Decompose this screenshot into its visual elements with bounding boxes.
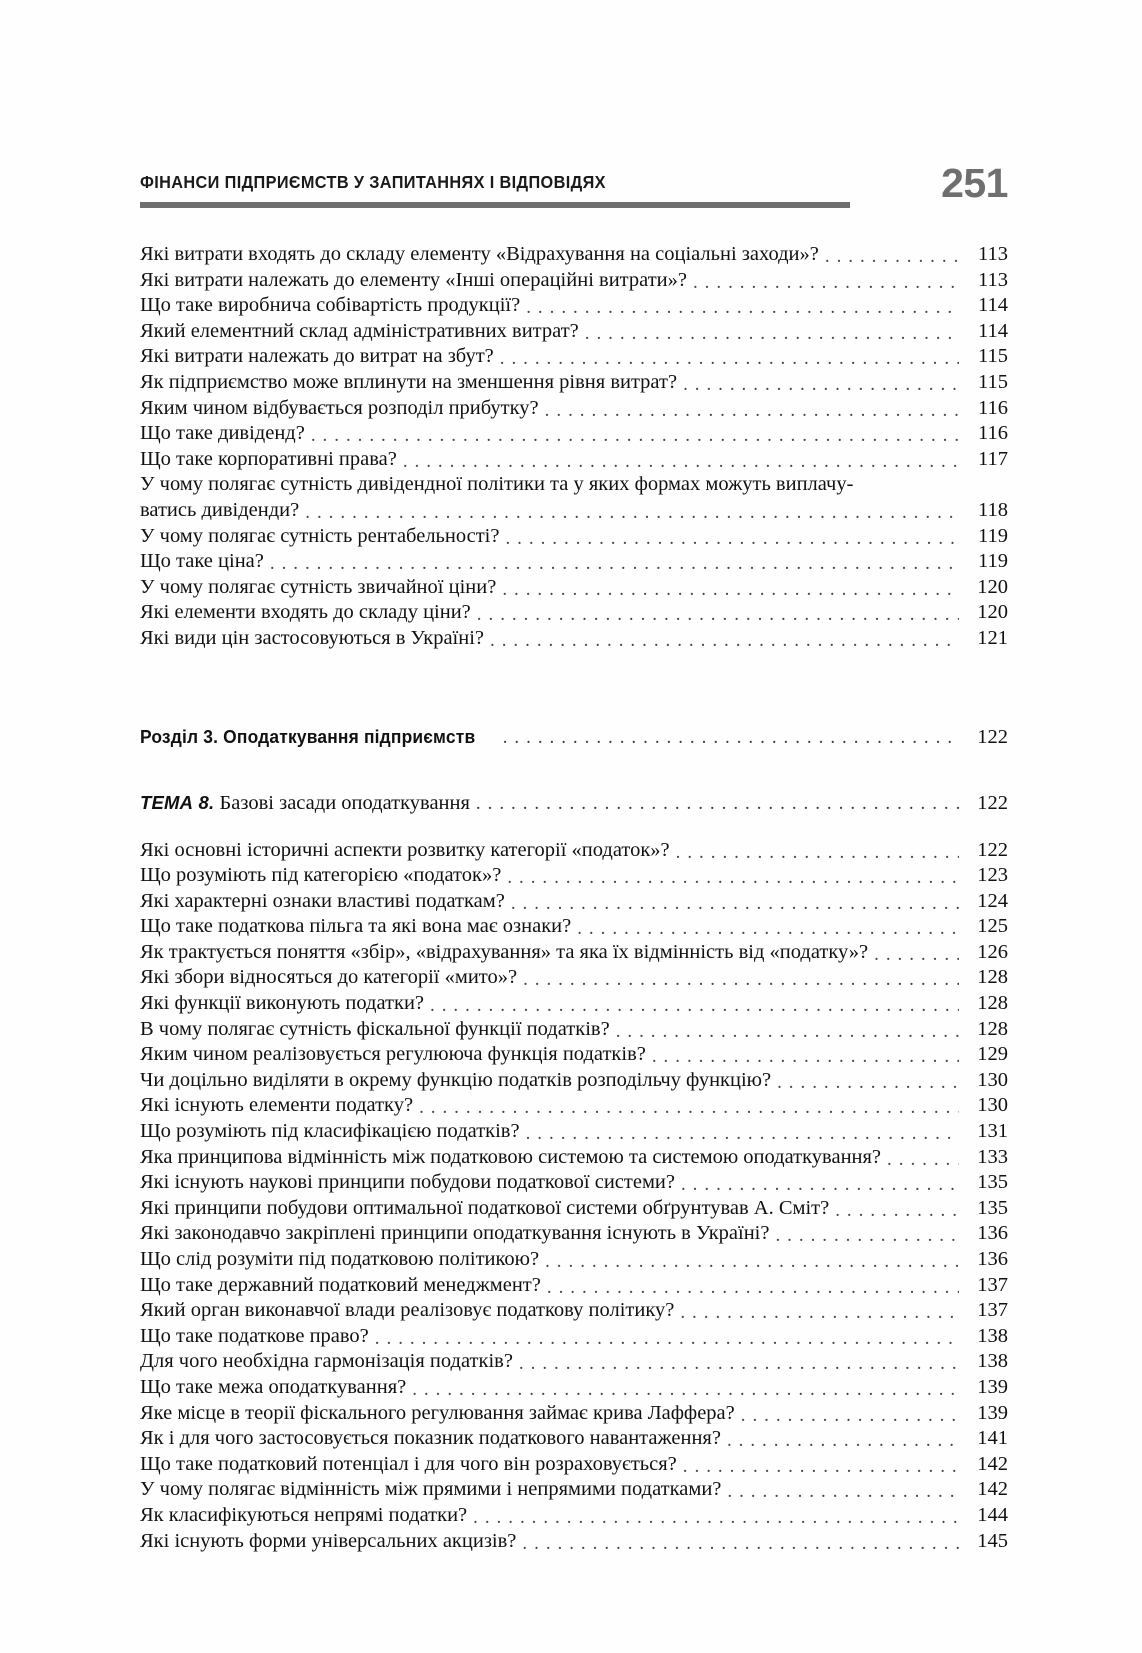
dot-leader [476, 796, 959, 816]
toc-entry-page: 133 [977, 1145, 1008, 1168]
toc-entry-page: 123 [977, 864, 1008, 887]
toc-entry-label: У чому полягає сутність рентабельності? [140, 524, 500, 547]
toc-entry-page: 144 [977, 1503, 1008, 1526]
toc-entry-label: Як класифікуються непрямі податки? [140, 1503, 468, 1526]
dot-leader [522, 1534, 959, 1554]
toc-entry[interactable] [140, 1529, 1008, 1555]
toc-entry[interactable] [140, 1017, 1008, 1043]
toc-entry-label: Яке місце в теорії фіскального регулювання займає крива Лаффера? [140, 1401, 735, 1424]
toc-entry-page: 114 [978, 294, 1008, 317]
toc-entry[interactable] [140, 319, 1008, 345]
toc-entry[interactable] [140, 889, 1008, 915]
toc-entry[interactable] [140, 965, 1008, 991]
dot-leader [616, 1022, 959, 1042]
dot-leader [311, 427, 959, 447]
toc-entry[interactable] [140, 1477, 1008, 1503]
toc-entry[interactable] [140, 863, 1008, 889]
toc-entry[interactable] [140, 549, 1008, 575]
dot-leader [519, 1355, 959, 1375]
toc-entry[interactable] [140, 421, 1008, 447]
toc-topic-key: ТЕМА 8. [140, 791, 215, 813]
toc-entry[interactable] [140, 1093, 1008, 1119]
dot-leader [775, 1227, 959, 1247]
toc-entry[interactable] [140, 1503, 1008, 1529]
dot-leader [430, 997, 959, 1017]
toc-entry-label: Що таке податкове право? [140, 1324, 369, 1347]
dot-leader [503, 730, 959, 750]
running-head [140, 160, 1008, 242]
toc-topic-page: 122 [977, 791, 1008, 814]
toc-entry[interactable] [140, 1273, 1008, 1299]
toc-entry-label: Яким чином реалізовується регулююча функція податків? [140, 1043, 646, 1066]
toc-entry-label: Яка принципова відмінність між податковою системою та системою оподаткування? [140, 1145, 882, 1168]
toc-entry[interactable] [140, 396, 1008, 422]
toc-entry-label: Що слід розуміти під податковою політикою? [140, 1248, 540, 1270]
toc-block-second [140, 838, 1008, 1555]
toc-entry[interactable] [140, 838, 1008, 864]
toc-entry-page: 115 [978, 370, 1008, 393]
toc-entry[interactable] [140, 600, 1008, 626]
toc-entry-label: Що таке ціна? [140, 550, 264, 573]
toc-entry-page: 117 [978, 447, 1008, 470]
dot-leader [403, 452, 959, 472]
dot-leader [727, 1432, 959, 1452]
dot-leader [507, 869, 959, 889]
toc-entry[interactable] [140, 242, 1008, 268]
toc-entry-label: Що таке податковий потенціал і для чого він розраховується? [140, 1452, 677, 1475]
dot-leader [777, 1073, 959, 1093]
toc-entry-page: 113 [978, 268, 1008, 291]
toc-entry[interactable] [140, 1426, 1008, 1452]
dot-leader [741, 1406, 959, 1426]
toc-entry-label: Які витрати належать до елементу «Інші операційні витрати»? [140, 268, 687, 291]
dot-leader [473, 1509, 959, 1529]
toc-entry-label: Які витрати належать до витрат на збут? [140, 345, 494, 368]
dot-leader [874, 945, 959, 965]
dot-leader [683, 1457, 959, 1477]
toc-entry[interactable] [140, 1042, 1008, 1068]
toc-entry-label: Як і для чого застосовується показник податкового навантаження? [140, 1427, 721, 1450]
toc-entry[interactable] [140, 524, 1008, 550]
toc-entry-page: 139 [977, 1401, 1008, 1424]
dot-leader [693, 273, 959, 293]
toc-entry-label: Які основні історичні аспекти розвитку категорії «податок»? [140, 838, 670, 861]
toc-entry-label: Що таке межа оподаткування? [140, 1375, 407, 1398]
toc-entry[interactable] [140, 1119, 1008, 1145]
toc-entry[interactable] [140, 447, 1008, 473]
dot-leader [490, 632, 959, 652]
running-head-title: ФІНАНСИ ПІДПРИЄМСТВ У ЗАПИТАННЯХ І ВІДПОВІДЯХ [140, 172, 606, 192]
toc-entry-page: 145 [977, 1529, 1008, 1552]
dot-leader [412, 1381, 959, 1401]
toc-entry[interactable] [140, 1349, 1008, 1375]
toc-chapter-page: 122 [977, 725, 1008, 748]
toc-entry-label: Що таке виробнича собівартість продукції? [140, 294, 521, 317]
toc-entry-page: 115 [978, 345, 1008, 368]
dot-leader [375, 1329, 959, 1349]
toc-entry-label: Що розуміють під класифікацією податків? [140, 1120, 520, 1143]
toc-entry-label: Що розуміють під категорією «податок»? [140, 864, 502, 887]
toc-entry-label: Які законодавчо закріплені принципи оподаткування існують в Україні? [140, 1222, 770, 1245]
dot-leader [887, 1150, 959, 1170]
toc-entry[interactable] [140, 991, 1008, 1017]
toc-topic-label [140, 790, 470, 816]
dot-leader [419, 1099, 959, 1119]
dot-leader [305, 504, 959, 524]
spacer [140, 750, 1008, 790]
toc-entry-page: 128 [977, 1017, 1008, 1040]
toc-entry-label: Який елементний склад адміністративних витрат? [140, 319, 579, 342]
toc-block-first [140, 242, 1008, 652]
toc-entry-page: 139 [977, 1375, 1008, 1398]
dot-leader [477, 606, 959, 626]
dot-leader [825, 248, 959, 268]
toc-entry[interactable] [140, 1221, 1008, 1247]
toc-entry[interactable] [140, 575, 1008, 601]
toc-entry-label: Які існують елементи податку? [140, 1094, 414, 1117]
spacer [140, 816, 1008, 838]
toc-entry[interactable] [140, 1298, 1008, 1324]
toc-entry-label: Які функції виконують податки? [140, 992, 425, 1015]
toc-entry-label: У чому полягає сутність дивідендної політики та у яких формах можуть виплачу- [140, 473, 854, 496]
toc-entry-label: Чи доцільно виділяти в окрему функцію податків розподільчу функцію? [140, 1068, 772, 1091]
toc-entry-label: Що таке дивіденд? [140, 422, 305, 445]
toc-entry-page: 119 [978, 524, 1008, 547]
toc-entry-label: Яким чином відбувається розподіл прибутку? [140, 396, 539, 419]
toc-entry-page: 113 [978, 243, 1008, 265]
toc-entry-label: Які види цін застосовуються в Україні? [140, 626, 485, 649]
toc-entry-page: 130 [977, 1094, 1008, 1117]
toc-chapter-row[interactable] [140, 724, 1008, 750]
toc-entry-page: 114 [978, 319, 1008, 342]
toc-chapter-label: Розділ 3. Оподаткування підприємств [140, 725, 476, 747]
toc-entry[interactable] [140, 293, 1008, 319]
toc-entry[interactable] [140, 1401, 1008, 1427]
toc-entry-page: 138 [977, 1350, 1008, 1373]
toc-entry-label: Які характерні ознаки властиві податкам? [140, 889, 505, 912]
toc-entry-page: 142 [977, 1452, 1008, 1475]
toc-entry-label: Які принципи побудови оптимальної податкової системи обґрунтував А. Сміт? [140, 1196, 830, 1219]
toc-entry-page: 122 [977, 838, 1008, 861]
toc-entry-label: Для чого необхідна гармонізація податків? [140, 1350, 513, 1373]
dot-leader [502, 580, 959, 600]
toc-entry-page: 138 [977, 1324, 1008, 1347]
dot-leader [859, 478, 959, 498]
toc-entry-page: 126 [977, 940, 1008, 963]
toc-entry-label: Як підприємство може вплинути на зменшення рівня витрат? [140, 370, 678, 393]
toc-entry[interactable] [140, 1375, 1008, 1401]
toc-entry-label: В чому полягає сутність фіскальної функції податків? [140, 1017, 610, 1040]
dot-leader [727, 1483, 959, 1503]
dot-leader [547, 1278, 959, 1298]
dot-leader [270, 555, 959, 575]
toc-entry-label: ватись дивіденди? [140, 498, 300, 521]
toc-entry-label: Які витрати входять до складу елементу «Відрахування на соціальні заходи»? [140, 243, 819, 265]
toc-entry[interactable] [140, 1247, 1008, 1273]
toc-entry-page: 119 [978, 550, 1008, 573]
toc-entry-label: Які елементи входять до складу ціни? [140, 601, 471, 624]
toc-entry[interactable] [140, 472, 1008, 498]
toc-entry-page: 136 [977, 1222, 1008, 1245]
toc-entry[interactable] [140, 1196, 1008, 1222]
toc-entry[interactable] [140, 1145, 1008, 1171]
dot-leader [683, 376, 959, 396]
toc-entry-page: 142 [977, 1478, 1008, 1501]
toc-entry-page: 128 [977, 966, 1008, 989]
toc-entry-page: 130 [977, 1068, 1008, 1091]
toc-entry-page: 128 [977, 992, 1008, 1015]
dot-leader [835, 1201, 959, 1221]
toc-entry[interactable] [140, 626, 1008, 652]
toc-entry-label: Які існують форми універсальних акцизів? [140, 1529, 517, 1552]
toc-entry-page: 125 [977, 915, 1008, 938]
dot-leader [500, 350, 959, 370]
dot-leader [545, 1253, 959, 1273]
dot-leader [676, 843, 959, 863]
toc-entry-page: 135 [977, 1196, 1008, 1219]
toc-entry-page: 116 [978, 396, 1008, 419]
toc-entry-label: Що таке податкова пільга та які вона має ознаки? [140, 915, 572, 938]
toc-entry-page: 124 [977, 889, 1008, 912]
dot-leader [681, 1176, 959, 1196]
toc-entry[interactable] [140, 1452, 1008, 1478]
toc-entry-label: Які збори відносяться до категорії «мито»? [140, 966, 518, 989]
toc-entry-page: 121 [977, 626, 1008, 649]
spacer [140, 652, 1008, 724]
toc-entry-page: 137 [977, 1299, 1008, 1322]
toc-entry-page: 116 [978, 422, 1008, 445]
page-content [140, 0, 1008, 1554]
toc-entry[interactable] [140, 1068, 1008, 1094]
dot-leader [511, 894, 959, 914]
toc-entry-label: Що таке корпоративні права? [140, 447, 397, 470]
dot-leader [652, 1048, 959, 1068]
toc-entry-label: Який орган виконавчої влади реалізовує податкову політику? [140, 1299, 675, 1322]
toc-topic-row[interactable] [140, 790, 1008, 816]
toc-entry-page: 131 [977, 1120, 1008, 1143]
dot-leader [526, 1125, 959, 1145]
toc-entry-label: У чому полягає відмінність між прямими і непрямими податками? [140, 1478, 722, 1501]
toc-entry-label: Що таке державний податковий менеджмент? [140, 1273, 541, 1296]
toc-entry-page: 135 [977, 1171, 1008, 1194]
dot-leader [585, 324, 959, 344]
toc-topic-title: Базові засади оподаткування [214, 791, 470, 814]
toc-entry[interactable] [140, 370, 1008, 396]
toc-entry-label: Які існують наукові принципи побудови податкової системи? [140, 1171, 675, 1194]
toc-entry-page: 141 [977, 1427, 1008, 1450]
toc-entry-page: 120 [977, 575, 1008, 598]
toc-entry-page: 118 [978, 498, 1008, 521]
dot-leader [523, 971, 959, 991]
toc-entry[interactable] [140, 1324, 1008, 1350]
toc-entry-page: 136 [977, 1248, 1008, 1270]
toc-entry-page: 129 [977, 1043, 1008, 1066]
toc-entry-page: 120 [977, 601, 1008, 624]
dot-leader [545, 401, 959, 421]
page-number: 251 [941, 160, 1008, 206]
toc-entry[interactable] [140, 914, 1008, 940]
toc-entry[interactable] [140, 268, 1008, 294]
dot-leader [680, 1304, 959, 1324]
toc-entry[interactable] [140, 344, 1008, 370]
header-rule [140, 202, 850, 208]
toc-entry[interactable] [140, 940, 1008, 966]
toc-entry[interactable] [140, 498, 1008, 524]
toc-entry-label: У чому полягає сутність звичайної ціни? [140, 575, 497, 598]
toc-entry-page: 137 [977, 1273, 1008, 1296]
dot-leader [505, 529, 959, 549]
dot-leader [577, 920, 959, 940]
toc-entry-label: Як трактується поняття «збір», «відрахування» та яка їх відмінність від «податку»? [140, 940, 869, 963]
toc-entry[interactable] [140, 1170, 1008, 1196]
dot-leader [526, 299, 959, 319]
